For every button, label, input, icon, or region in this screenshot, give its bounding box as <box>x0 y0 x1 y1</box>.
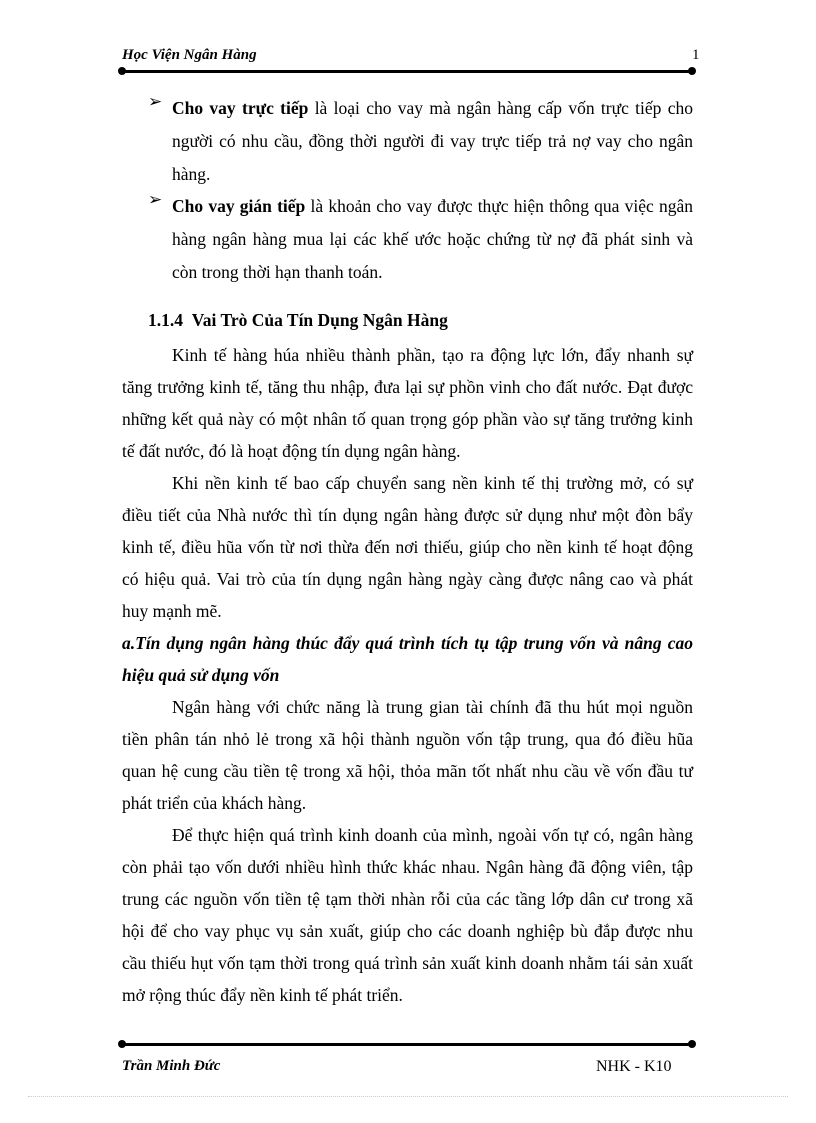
footer-author: Trần Minh Đức <box>122 1058 221 1074</box>
footer-rule-dot-right <box>688 1040 696 1048</box>
header-rule-dot-left <box>118 67 126 75</box>
footer-rule-dot-left <box>118 1040 126 1048</box>
paragraph: Để thực hiện quá trình kinh doanh của mình, ngoài vốn tự có, ngân hàng còn phải tạo vốn dưới nhiều hình thức khác nhau. Ngân hàng đã động viên, tập trung các nguồn vốn tiền tệ tạm thời nhàn rỗi của các tầng lớp dân cư trong xã hội để cho vay phục vụ sản xuất, giúp cho các doanh nghiệp bù đắp được nhu cầu thiếu hụt vốn tạm thời trong quá trình sản xuất kinh doanh nhằm tái sản xuất mở rộng thúc đẩy nền kinh tế phát triển. <box>122 825 693 1005</box>
footer-class: NHK - K10 <box>596 1058 672 1075</box>
bullet-text: là loại cho vay mà ngân hàng cấp vốn trực tiếp cho người có nhu cầu, đồng thời người đi vay trực tiếp trả nợ vay cho ngân hàng. <box>172 98 693 184</box>
header-title: Học Viện Ngân Hàng <box>122 47 257 63</box>
bullet-indirect-loan <box>148 190 693 289</box>
page-bottom-dotted-line <box>28 1096 788 1097</box>
header-rule <box>122 70 692 73</box>
subsection-label: a. <box>122 633 136 653</box>
subsection-title: Tín dụng ngân hàng thúc đẩy quá trình tích tụ tập trung vốn và nâng cao hiệu quả sử dụng vốn <box>122 633 693 685</box>
bullet-term: Cho vay trực tiếp <box>172 98 309 118</box>
page-number: 1 <box>692 47 700 63</box>
bullet-term: Cho vay gián tiếp <box>172 196 306 216</box>
footer-rule <box>122 1043 692 1046</box>
paragraph: Khi nền kinh tế bao cấp chuyển sang nền kinh tế thị trường mở, có sự điều tiết của Nhà nước thì tín dụng ngân hàng được sử dụng như một đòn bẩy kinh tế, điều hũa vốn từ nơi thừa đến nơi thiếu, giúp cho nền kinh tế hoạt động có hiệu quả. Vai trò của tín dụng ngân hàng ngày càng được nâng cao và phát huy mạnh mẽ. <box>122 473 693 621</box>
arrow-bullet-icon: ➢ <box>148 92 163 111</box>
paragraph: Ngân hàng với chức năng là trung gian tài chính đã thu hút mọi nguồn tiền phân tán nhỏ lẻ trong xã hội thành nguồn vốn tập trung, qua đó điều hũa quan hệ cung cầu tiền tệ trong xã hội, thỏa mãn tốt nhất nhu cầu về vốn đầu tư phát triển của khách hàng. <box>122 697 693 813</box>
section-number: 1.1.4 <box>148 310 183 330</box>
paragraph: Kinh tế hàng húa nhiều thành phần, tạo ra động lực lớn, đẩy nhanh sự tăng trưởng kinh tế, tăng thu nhập, đưa lại sự phồn vinh cho đất nước. Đạt được những kết quả này có một nhân tố quan trọng góp phần vào sự tăng trưởng kinh tế đất nước, đó là hoạt động tín dụng ngân hàng. <box>122 345 693 461</box>
bullet-direct-loan <box>148 92 693 191</box>
subsection-heading <box>122 627 693 691</box>
section-heading <box>148 310 448 331</box>
body-block-1 <box>122 339 693 1011</box>
header-rule-dot-right <box>688 67 696 75</box>
arrow-bullet-icon: ➢ <box>148 190 163 209</box>
section-title: Vai Trò Của Tín Dụng Ngân Hàng <box>191 310 448 330</box>
bullet-text: là khoản cho vay được thực hiện thông qua việc ngân hàng ngân hàng mua lại các khế ước hoặc chứng từ nợ đã phát sinh và còn trong thời hạn thanh toán. <box>172 196 694 282</box>
